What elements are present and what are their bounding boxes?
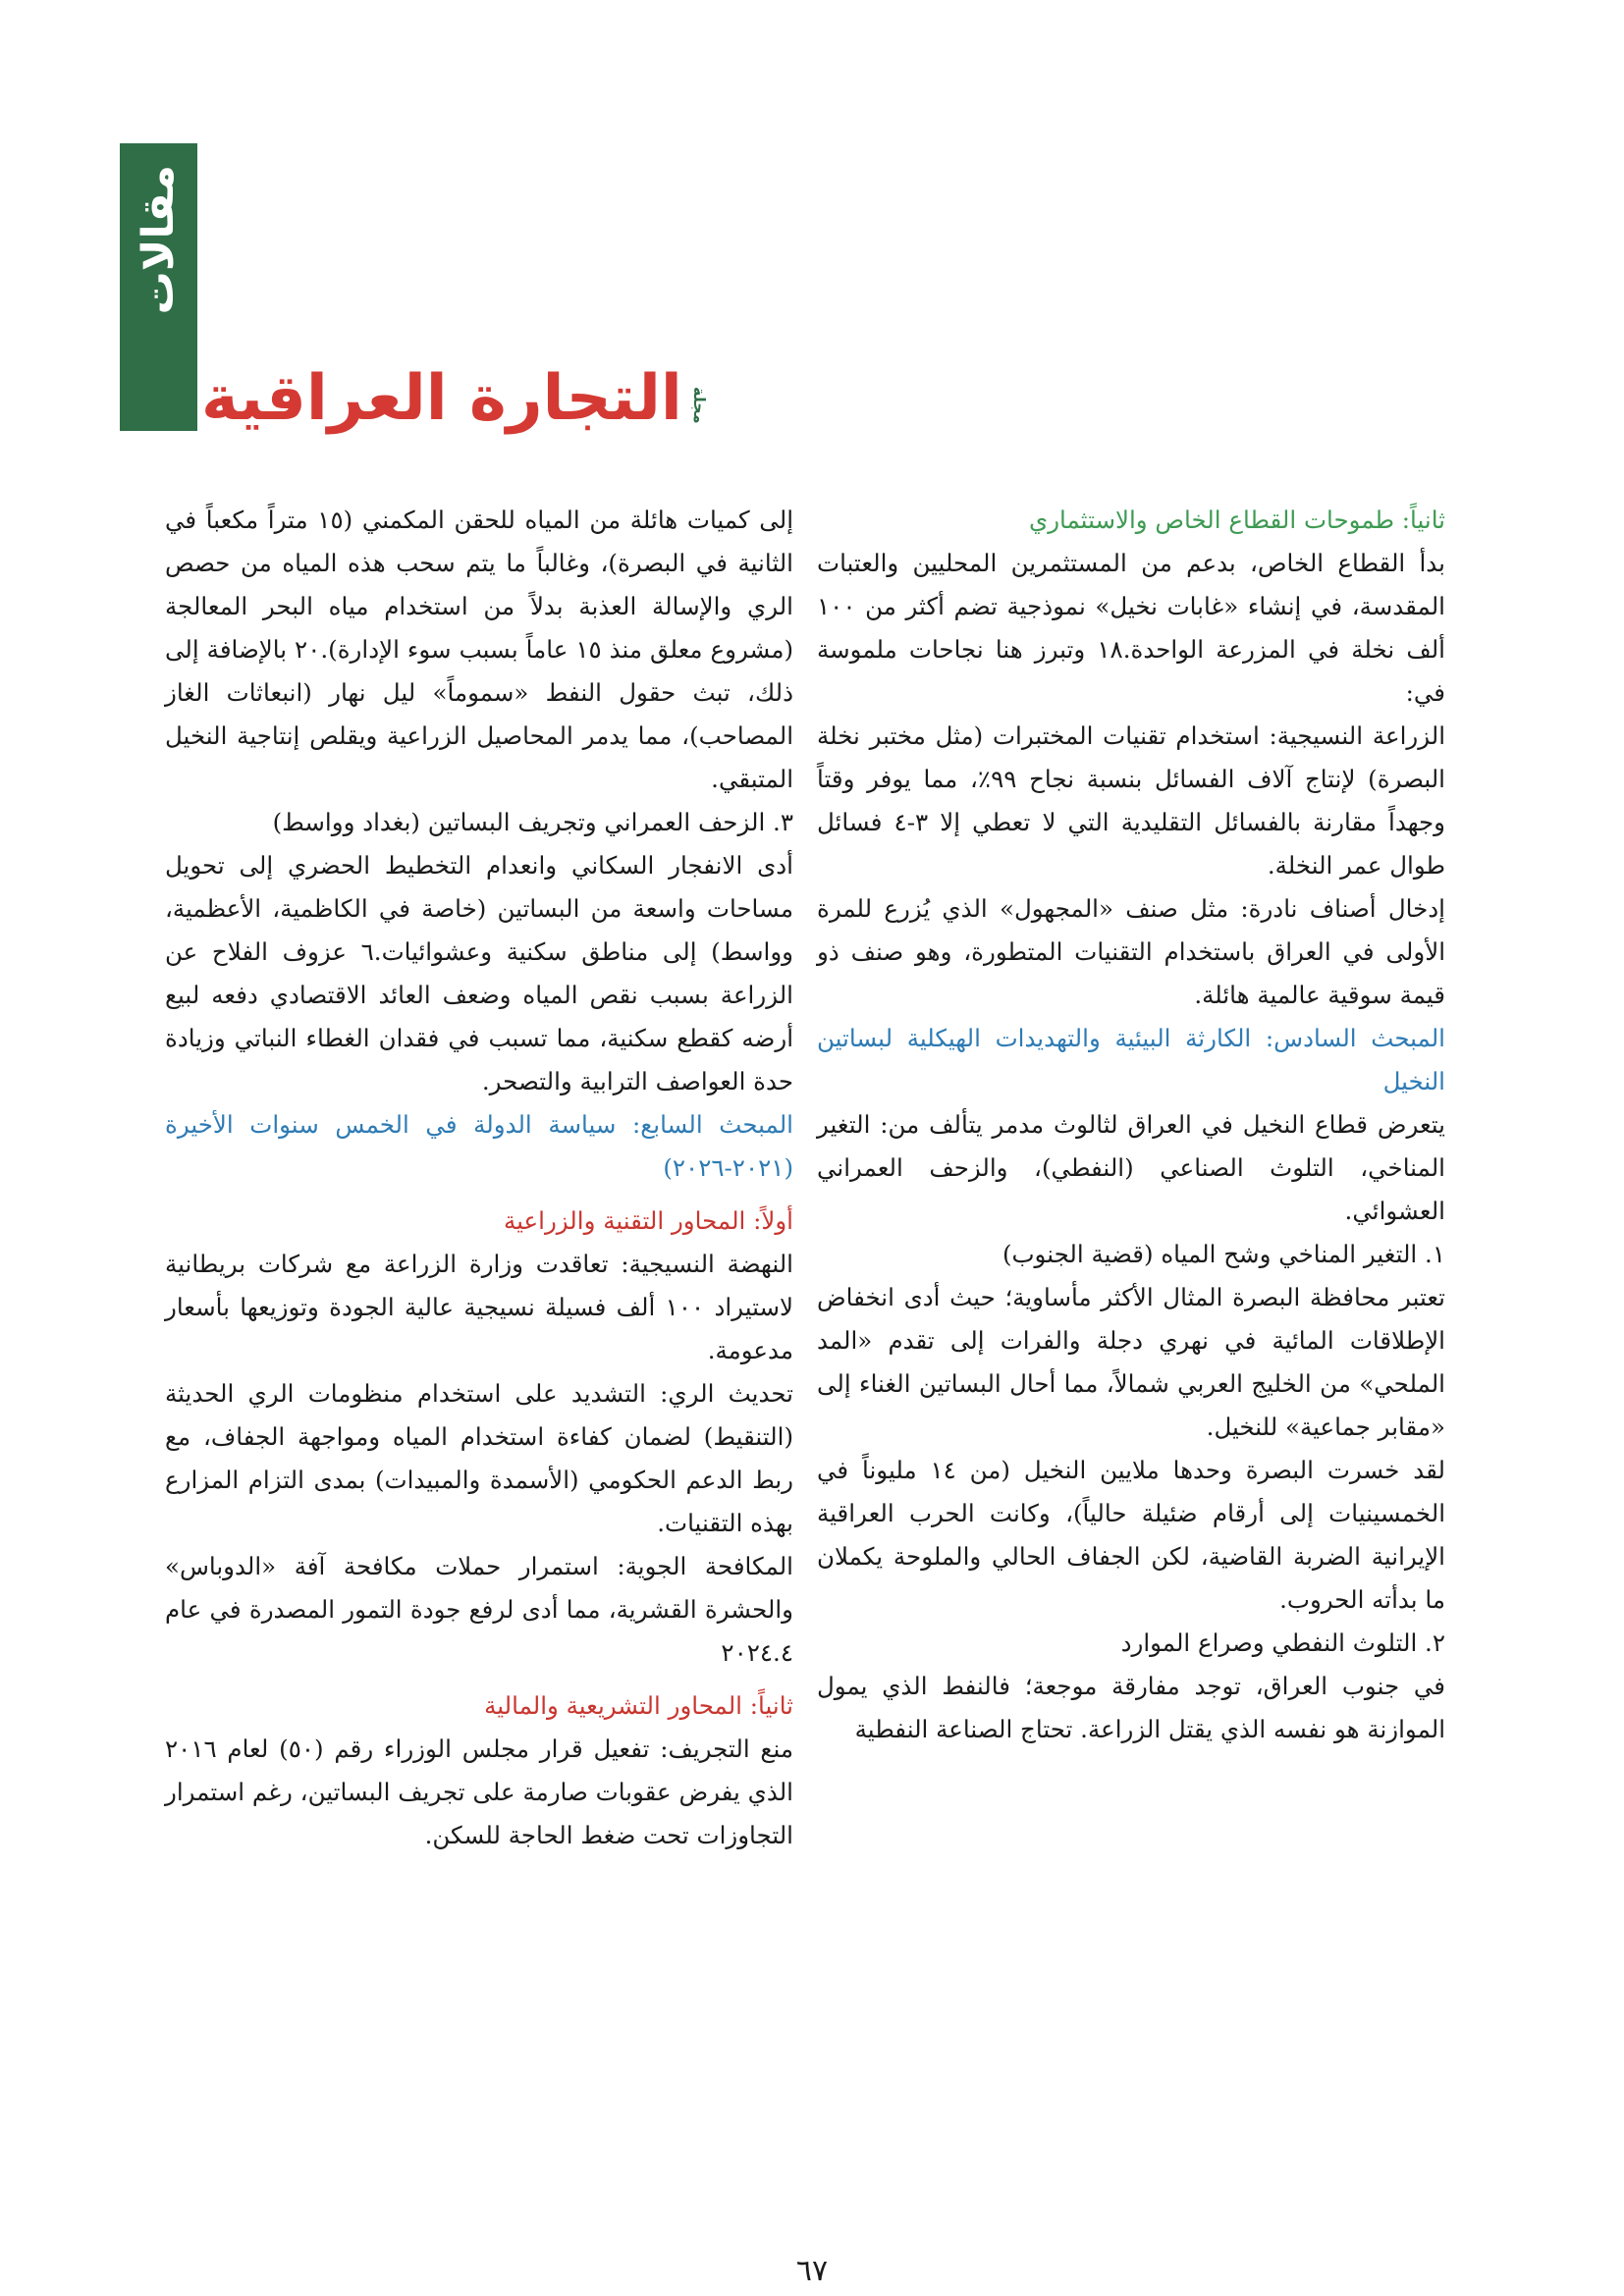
paragraph: الزراعة النسيجية: استخدام تقنيات المختبرات (مثل مختبر نخلة البصرة) لإنتاج آلاف الفسائل بنسبة نجاح ٩٩٪، مما يوفر وقتاً وجهداً مقارنة بالفسائل التقليدية التي لا تعطي إلا ٣-٤ فسائل طوال عمر النخلة.: [817, 721, 1445, 880]
paragraph: لقد خسرت البصرة وحدها ملايين النخيل (من ١٤ مليوناً في الخمسينيات إلى أرقام ضئيلة حالياً)، وكانت الحرب العراقية الإيرانية الضربة القاضية، لكن الجفاف الحالي والملوحة يكملان ما بدأته الحروب.: [817, 1456, 1445, 1614]
paragraph: بدأ القطاع الخاص، بدعم من المستثمرين المحليين والعتبات المقدسة، في إنشاء «غابات نخيل» نموذجية تضم أكثر من ١٠٠ ألف نخلة في المزرعة الواحدة.١٨ وتبرز هنا نجاحات ملموسة في:: [817, 549, 1445, 707]
page-number: ٦٧: [795, 2254, 829, 2288]
chapter-heading: المبحث السادس: الكارثة البيئية والتهديدات الهيكلية لبساتين النخيل: [817, 1024, 1445, 1095]
right-column: [817, 499, 1445, 1751]
paragraph: تعتبر محافظة البصرة المثال الأكثر مأساوية؛ حيث أدى انخفاض الإطلاقات المائية في نهري دجلة والفرات إلى تقدم «المد الملحي» من الخليج العربي شمالاً، مما أحال البساتين الغناء إلى «مقابر جماعية» للنخيل.: [817, 1283, 1445, 1441]
section-heading: ثانياً: طموحات القطاع الخاص والاستثماري: [1029, 506, 1445, 534]
paragraph: النهضة النسيجية: تعاقدت وزارة الزراعة مع شركات بريطانية لاستيراد ١٠٠ ألف فسيلة نسيجية عالية الجودة وتوزيعها بأسعار مدعومة.: [165, 1250, 794, 1364]
spacer: [165, 1675, 793, 1684]
paragraph: ١. التغير المناخي وشح المياه (قضية الجنوب): [1001, 1240, 1445, 1268]
section-label: مقالات: [134, 165, 184, 315]
chapter-heading: المبحث السابع: سياسة الدولة في الخمس سنوات الأخيرة (٢٠٢١-٢٠٢٦): [165, 1110, 793, 1182]
subsection-heading: أولاً: المحاور التقنية والزراعية: [504, 1206, 793, 1235]
paragraph: المكافحة الجوية: استمرار حملات مكافحة آفة «الدوباس» والحشرة القشرية، مما أدى لرفع جودة التمور المصدرة في عام ٢٠٢٤.٤: [165, 1552, 793, 1667]
paragraph: ٣. الزحف العمراني وتجريف البساتين (بغداد وواسط): [272, 808, 793, 836]
paragraph: تحديث الري: التشديد على استخدام منظومات الري الحديثة (التنقيط) لضمان كفاءة استخدام المياه ومواجهة الجفاف، مع ربط الدعم الحكومي (الأسمدة والمبيدات) بمدى التزام المزارع بهذه التقنيات.: [165, 1379, 793, 1537]
paragraph: أدى الانفجار السكاني وانعدام التخطيط الحضري إلى تحويل مساحات واسعة من البساتين (خاصة في الكاظمية، الأعظمية، وواسط) إلى مناطق سكنية وعشوائيات.٦ عزوف الفلاح عن الزراعة بسبب نقص المياه وضعف العائد الاقتصادي دفعه لبيع أرضه كقطع سكنية، مما تسبب في فقدان الغطاء النباتي وزيادة حدة العواصف الترابية والتصحر.: [165, 851, 793, 1095]
logo-prefix: مجلة: [689, 387, 709, 424]
left-column: [165, 499, 793, 1857]
paragraph: منع التجريف: تفعيل قرار مجلس الوزراء رقم (٥٠) لعام ٢٠١٦ الذي يفرض عقوبات صارمة على تجريف البساتين، رغم استمرار التجاوزات تحت ضغط الحاجة للسكن.: [165, 1735, 793, 1849]
paragraph: في جنوب العراق، توجد مفارقة موجعة؛ فالنفط الذي يمول الموازنة هو نفسه الذي يقتل الزراعة. تحتاج الصناعة النفطية: [817, 1672, 1445, 1743]
logo-title: التجارة العراقية: [201, 362, 682, 435]
paragraph: يتعرض قطاع النخيل في العراق لثالوث مدمر يتألف من: التغير المناخي، التلوث الصناعي (النفطي)، والزحف العمراني العشوائي.: [817, 1110, 1445, 1225]
spacer: [165, 1190, 793, 1200]
paragraph: إدخال أصناف نادرة: مثل صنف «المجهول» الذي يُزرع للمرة الأولى في العراق باستخدام التقنيات المتطورة، وهو صنف ذو قيمة سوقية عالمية هائلة.: [817, 894, 1445, 1009]
section-band: [120, 143, 197, 431]
paragraph: إلى كميات هائلة من المياه للحقن المكمني (١٥ متراً مكعباً في الثانية في البصرة)، وغالباً ما يتم سحب هذه المياه من حصص الري والإسالة العذبة بدلاً من استخدام مياه البحر المعالجة (مشروع معلق منذ ١٥ عاماً بسبب سوء الإدارة).٢٠ بالإضافة إلى ذلك، تبث حقول النفط «سموماً» ليل نهار (انبعاثات الغاز المصاحب)، مما يدمر المحاصيل الزراعية ويقلص إنتاجية النخيل المتبقي.: [165, 506, 794, 793]
subsection-heading: ثانياً: المحاور التشريعية والمالية: [484, 1691, 793, 1720]
magazine-logo: [201, 346, 709, 435]
paragraph: ٢. التلوث النفطي وصراع الموارد: [1120, 1629, 1445, 1657]
